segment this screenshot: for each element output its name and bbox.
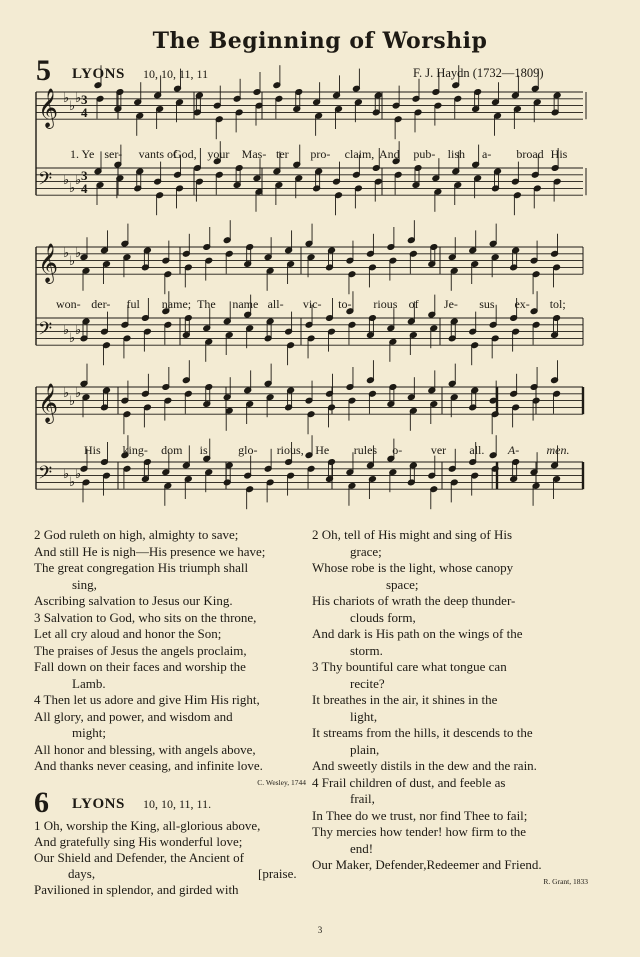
lyric-syllable: der- xyxy=(91,297,111,311)
hymn-6-stanza-1 xyxy=(34,818,306,898)
lyric-syllable: tol; xyxy=(549,297,566,311)
page-title: The Beginning of Worship xyxy=(152,28,488,54)
flat-icon: ♭ xyxy=(75,246,82,261)
hymn-6-meter: 10, 10, 11, 11. xyxy=(143,797,212,811)
verse-line: space; xyxy=(386,576,419,592)
lyric-syllable: ser- xyxy=(104,147,123,161)
lyric-syllable: dom xyxy=(161,443,183,457)
time-signature: 3 xyxy=(81,92,88,107)
verse-line: might; xyxy=(72,725,106,740)
verse-line: 4 Then let us adore and give Him His right, xyxy=(34,692,260,707)
verse-line: grace; xyxy=(350,543,382,559)
verse-line: 3 Salvation to God, who sits on the throne, xyxy=(34,609,257,625)
bass-clef-icon: 𝄢 xyxy=(38,463,53,488)
hymn-5-stanzas xyxy=(34,527,306,791)
hymn-6-tune: LYONS xyxy=(72,796,125,812)
lyric-syllable: rious, xyxy=(276,443,304,457)
lyric-syllable: broad xyxy=(516,147,544,161)
verse-line: Fall down on their faces and worship the xyxy=(34,659,246,674)
verse-line: And still He is nigh—His presence we have; xyxy=(34,543,266,559)
lyric-syllable: glo- xyxy=(238,443,258,457)
verse-line: The praises of Jesus the angels proclaim, xyxy=(34,642,247,658)
verse-line: And sweetly distils in the dew and the rain. xyxy=(312,758,537,773)
verse-line: Lamb. xyxy=(72,675,106,691)
lyric-syllable: your xyxy=(207,147,230,161)
verse-line: Ascribing salvation to Jesus our King. xyxy=(34,593,233,608)
lyric-syllable: all. xyxy=(469,443,485,457)
bass-clef-icon: 𝄢 xyxy=(38,319,53,344)
verse-line: 3 Thy bountiful care what tongue can xyxy=(312,659,507,674)
flat-icon: ♭ xyxy=(69,475,76,490)
lyric-syllable: is xyxy=(199,443,208,457)
lyric-syllable: He xyxy=(315,443,330,457)
treble-clef-icon: 𝄞 xyxy=(38,88,59,128)
verse-line: Whose robe is the light, whose canopy xyxy=(312,560,514,575)
lyric-syllable: claim, xyxy=(344,147,375,161)
hymn-5-number: 5 xyxy=(36,54,51,87)
verse-line: Pavilioned in splendor, and girded with xyxy=(34,882,239,897)
lyric-syllable: king- xyxy=(122,443,148,457)
lyric-syllable: name xyxy=(232,297,259,311)
verse-line: frail, xyxy=(350,791,375,806)
hymn-5-tune: LYONS xyxy=(72,66,125,82)
lyric-syllable: rules xyxy=(353,443,378,457)
lyric-syllable: name; xyxy=(161,297,192,311)
verse-line: Our Shield and Defender, the Ancient of xyxy=(34,850,244,865)
verse-line: [praise. xyxy=(258,866,297,881)
flat-icon: ♭ xyxy=(69,181,76,196)
lyric-syllable: o- xyxy=(392,443,403,457)
time-signature: 4 xyxy=(81,105,88,120)
lyric-syllable: of xyxy=(408,297,419,311)
lyric-syllable: pro- xyxy=(310,147,331,161)
time-signature: 4 xyxy=(81,181,88,196)
verse-line: All glory, and power, and wisdom and xyxy=(34,708,233,724)
flat-icon: ♭ xyxy=(63,467,70,482)
verse-line: 1 Oh, worship the King, all-glorious above, xyxy=(34,818,261,833)
hymn-6-number: 6 xyxy=(34,786,49,819)
flat-icon: ♭ xyxy=(75,467,82,482)
flat-icon: ♭ xyxy=(63,91,70,106)
verse-line: sing, xyxy=(72,576,97,592)
verse-line: 2 Oh, tell of His might and sing of His xyxy=(312,527,513,542)
flat-icon: ♭ xyxy=(63,173,70,188)
lyric-syllable: ex- xyxy=(514,297,530,311)
lyric-syllable: The xyxy=(197,297,216,311)
verse-line: It breathes in the air, it shines in the xyxy=(312,692,498,707)
hymn-5-meter: 10, 10, 11, 11 xyxy=(143,67,209,81)
page-number: 3 xyxy=(317,925,323,935)
lyric-syllable: His xyxy=(84,443,101,457)
flat-icon: ♭ xyxy=(69,394,76,409)
flat-icon: ♭ xyxy=(69,99,76,114)
verse-line: And thanks never ceasing, and infinite love. xyxy=(34,758,263,773)
lyric-syllable: vants of xyxy=(138,147,177,161)
lyric-syllable: His xyxy=(550,147,568,161)
lyric-syllable: A- xyxy=(507,443,520,457)
hymn-6-stanzas xyxy=(312,527,588,890)
verse-line: And gratefully sing His wonderful love; xyxy=(34,834,243,849)
lyric-syllable: men. xyxy=(546,443,570,457)
lyric-syllable: to- xyxy=(338,297,352,311)
flat-icon: ♭ xyxy=(69,254,76,269)
treble-clef-icon: 𝄞 xyxy=(38,383,59,423)
lyric-syllable: And xyxy=(379,147,400,161)
verse-line: Our Maker, Defender,Redeemer and Friend. xyxy=(312,857,542,872)
lyric-syllable: Mas- xyxy=(241,147,267,161)
lyric-syllable: lish xyxy=(447,147,465,161)
hymn-6-credit: R. Grant, 1833 xyxy=(543,876,588,886)
verse-line: recite? xyxy=(350,675,385,691)
lyric-syllable: Je- xyxy=(443,297,458,311)
flat-icon: ♭ xyxy=(75,323,82,338)
verse-line: And dark is His path on the wings of the xyxy=(312,626,523,641)
bass-clef-icon: 𝄢 xyxy=(38,169,53,194)
verse-line: In Thee do we trust, nor find Thee to fail; xyxy=(312,807,528,823)
lyric-syllable: a- xyxy=(482,147,492,161)
lyric-syllable: God, xyxy=(173,147,197,161)
flat-icon: ♭ xyxy=(75,173,82,188)
treble-clef-icon: 𝄞 xyxy=(38,243,59,283)
verse-line: Thy mercies how tender! how firm to the xyxy=(312,824,527,839)
verse-line: Let all cry aloud and honor the Son; xyxy=(34,626,222,641)
flat-icon: ♭ xyxy=(63,386,70,401)
lyric-syllable: won- xyxy=(56,297,81,311)
verse-line: days, xyxy=(68,866,96,881)
flat-icon: ♭ xyxy=(63,246,70,261)
lyric-syllable: rious xyxy=(373,297,398,311)
lyric-syllable: pub- xyxy=(413,147,436,161)
flat-icon: ♭ xyxy=(63,323,70,338)
lyric-syllable: vic- xyxy=(302,297,322,311)
verse-line: All honor and blessing, with angels above, xyxy=(34,741,256,757)
verse-line: The great congregation His triumph shall xyxy=(34,560,249,575)
verse-line: 2 God ruleth on high, almighty to save; xyxy=(34,527,239,542)
lyric-syllable: ter xyxy=(276,147,289,161)
hymn-5-composer: F. J. Haydn (1732—1809) xyxy=(413,66,544,80)
lyric-syllable: 1. Ye xyxy=(70,147,95,161)
lyric-syllable: ver xyxy=(430,443,447,457)
flat-icon: ♭ xyxy=(75,386,82,401)
verse-line: plain, xyxy=(350,741,380,757)
time-signature: 3 xyxy=(81,168,88,183)
verse-line: clouds form, xyxy=(350,609,416,625)
verse-line: light, xyxy=(350,708,378,724)
hymn-5-credit: C. Wesley, 1744 xyxy=(257,777,306,787)
verse-line: storm. xyxy=(350,642,383,658)
verse-line: end! xyxy=(350,840,374,856)
verse-line: His chariots of wrath the deep thunder- xyxy=(312,593,516,608)
verse-line: It streams from the hills, it descends to the xyxy=(312,725,533,740)
lyric-syllable: all- xyxy=(267,297,284,311)
verse-line: 4 Frail children of dust, and feeble as xyxy=(312,774,506,790)
flat-icon: ♭ xyxy=(75,91,82,106)
flat-icon: ♭ xyxy=(69,331,76,346)
lyric-syllable: ful xyxy=(126,297,140,311)
lyric-syllable: sus xyxy=(479,297,495,311)
